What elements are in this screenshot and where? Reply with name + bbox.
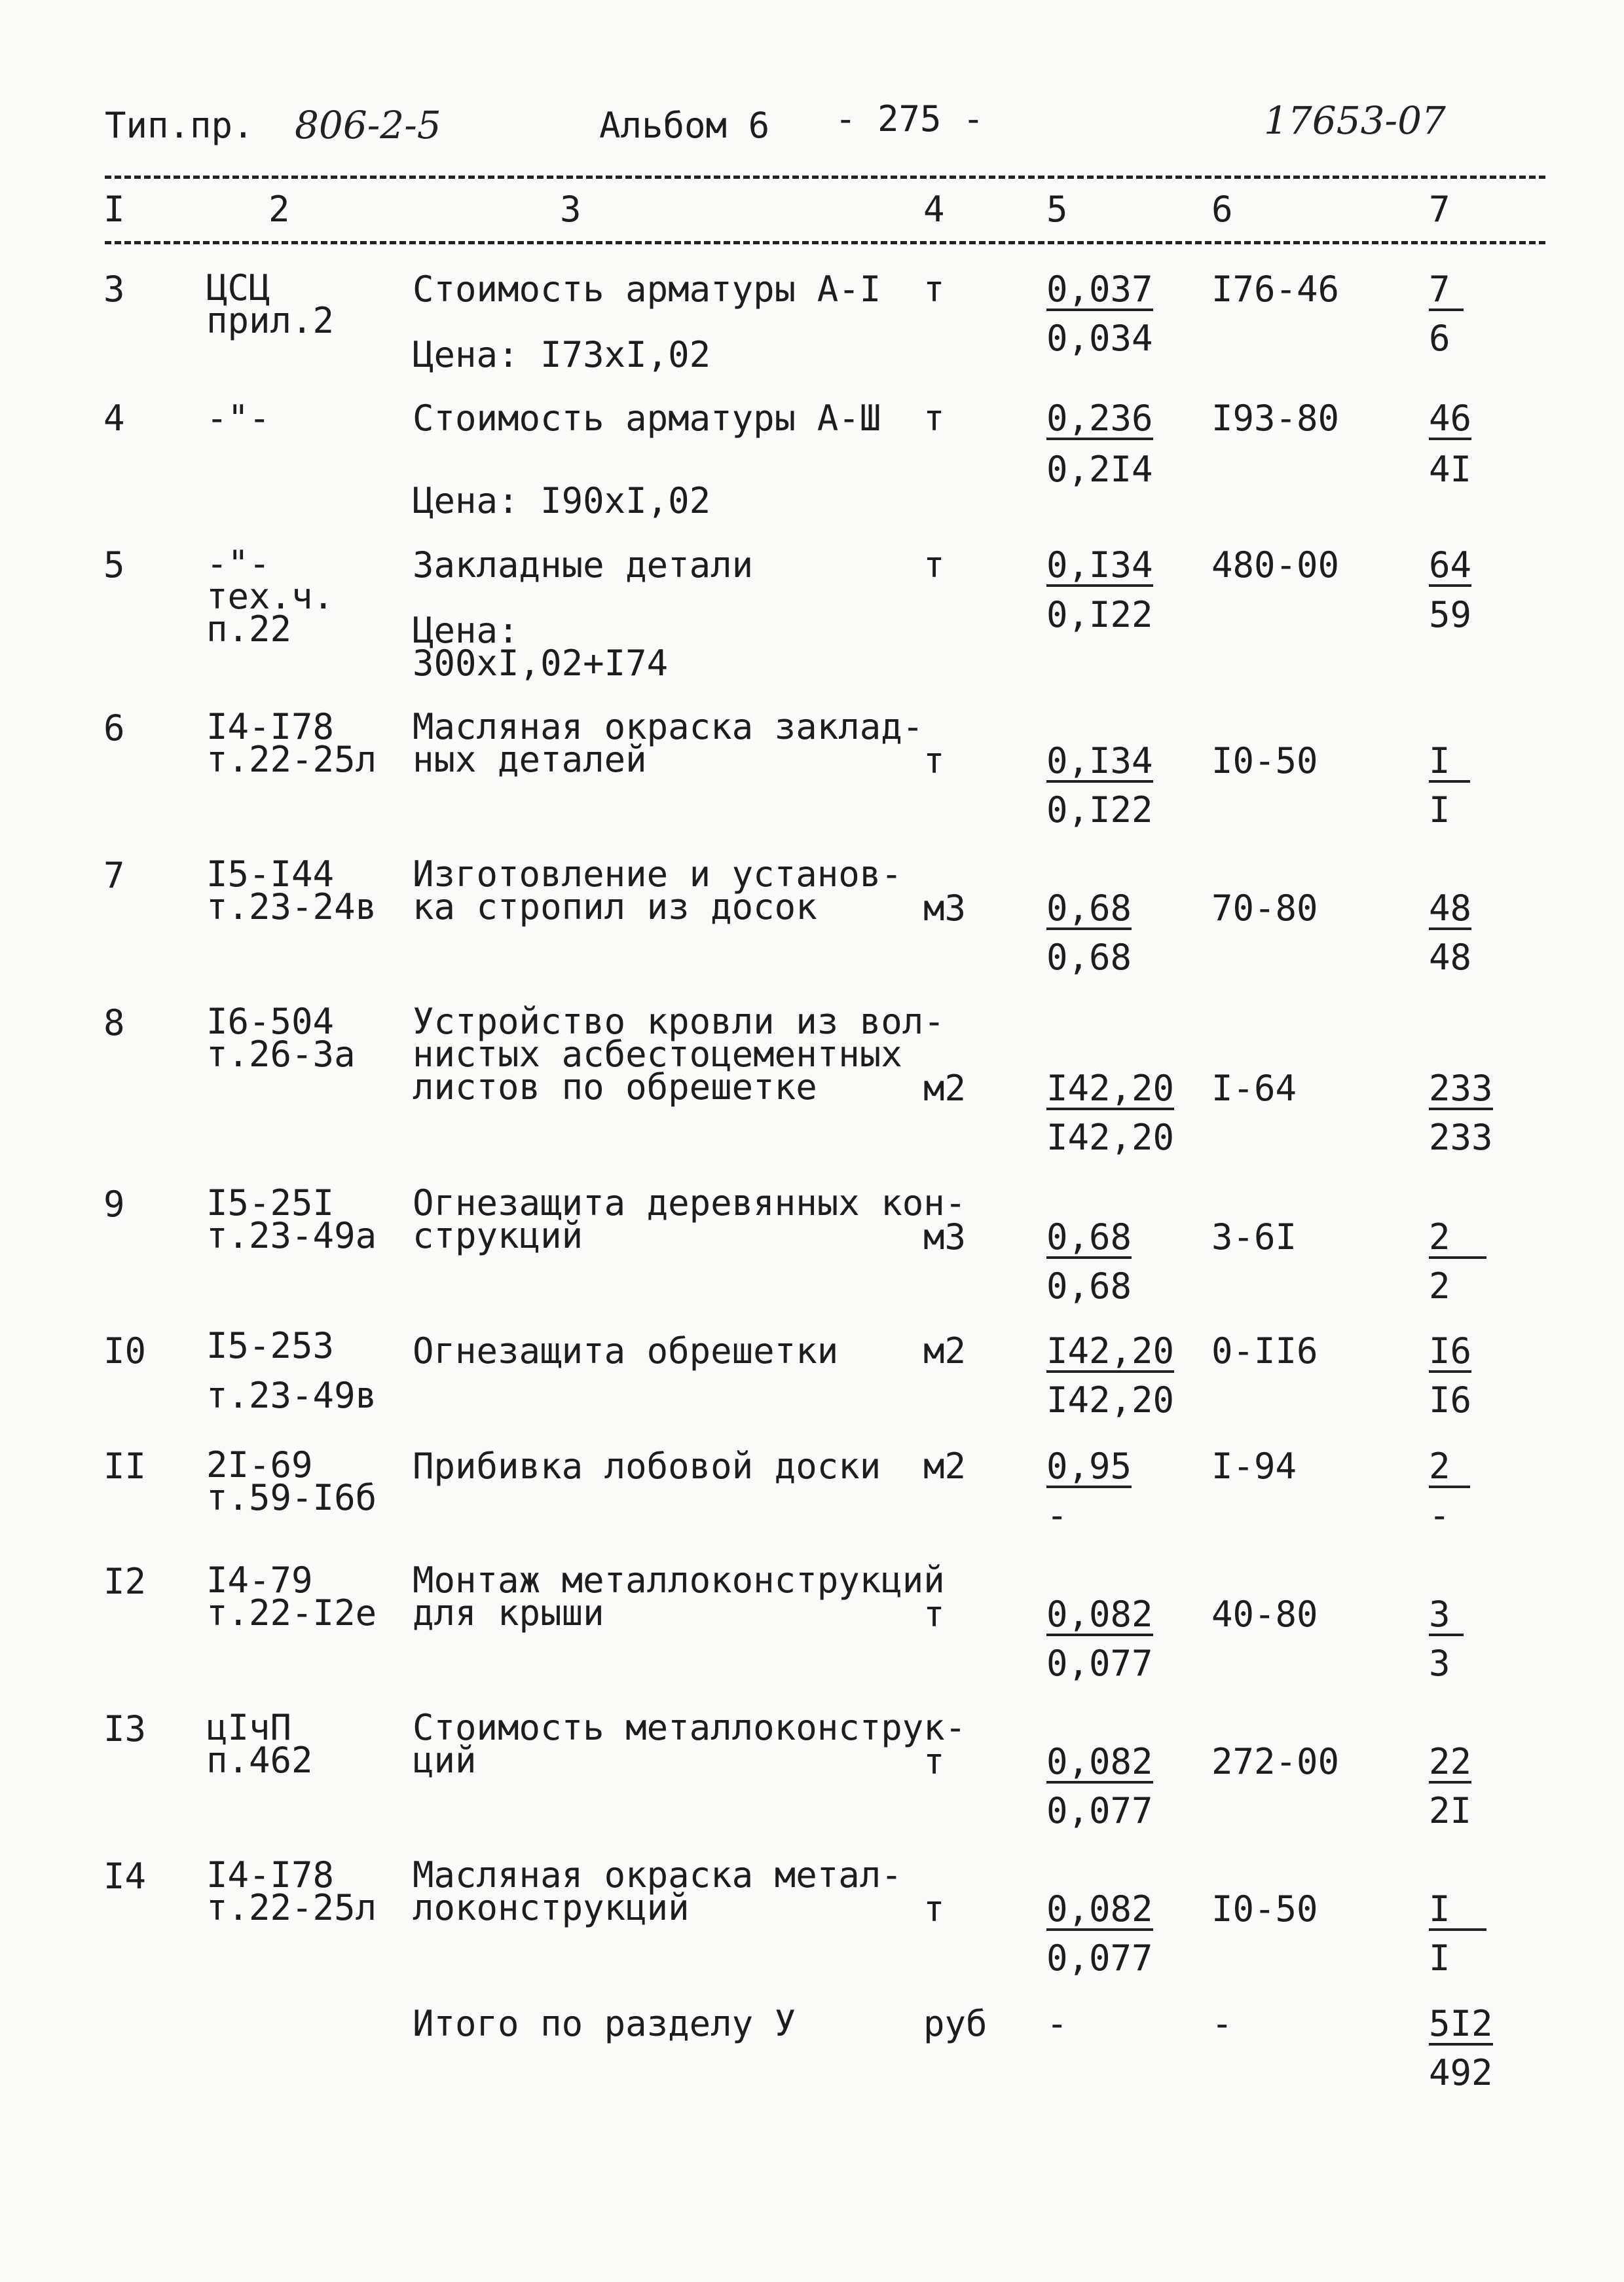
row-cost-bottom: 4I (1429, 449, 1472, 490)
row-number: 7 (103, 855, 125, 896)
row-qty-bottom: 0,68 (1046, 937, 1132, 978)
header-rule-top (105, 176, 1545, 179)
row-code: цIчП п.462 (206, 1707, 313, 1781)
row-cost-top: I (1429, 743, 1470, 783)
row-number: 9 (103, 1184, 125, 1225)
col-num-1: I (103, 189, 125, 230)
row-cost-bottom: 233 (1429, 1117, 1493, 1158)
row-number: 3 (103, 269, 125, 310)
total-qty: - (1046, 2003, 1068, 2044)
row-cost-top: 7 (1429, 272, 1464, 311)
col-num-4: 4 (923, 189, 945, 230)
row-number: 8 (103, 1002, 125, 1043)
row-cost-top: 3 (1429, 1597, 1464, 1636)
row-unit: т (923, 398, 945, 439)
row-price: 480-00 (1211, 544, 1340, 586)
row-price: I0-50 (1211, 1888, 1318, 1930)
header-rule-bottom (105, 241, 1545, 244)
col-num-3: 3 (560, 189, 581, 230)
row-note: Цена: 300xI,02+I74 (413, 610, 669, 684)
row-note: Цена: I90xI,02 (413, 480, 711, 521)
row-cost-bottom: 6 (1429, 318, 1450, 359)
row-price: I-94 (1211, 1446, 1297, 1487)
row-unit: т (923, 740, 945, 781)
row-qty-top: 0,68 (1046, 888, 1132, 929)
row-cost-top: 48 (1429, 888, 1472, 929)
row-cost-top: 233 (1429, 1068, 1493, 1109)
row-cost-bottom: 3 (1429, 1643, 1450, 1684)
row-unit: м3 (923, 1216, 967, 1258)
row-number: 5 (103, 544, 125, 586)
row-cost-bottom: I6 (1429, 1379, 1472, 1421)
header-album: Альбом 6 (599, 105, 770, 146)
row-number: I4 (103, 1856, 147, 1897)
total-price: - (1211, 2003, 1233, 2044)
row-price: 3-6I (1211, 1216, 1297, 1258)
row-cost-bottom: 59 (1429, 594, 1472, 635)
row-number: 6 (103, 707, 125, 749)
row-price: I76-46 (1211, 269, 1340, 310)
row-name: Масляная окраска метал- локонструкций (413, 1854, 902, 1928)
row-qty-bottom: 0,077 (1046, 1790, 1153, 1831)
row-name: Прибивка лобовой доски (413, 1446, 881, 1487)
row-price: I93-80 (1211, 398, 1340, 439)
row-cost-top: 2 (1429, 1220, 1486, 1259)
row-qty-bottom: 0,077 (1046, 1643, 1153, 1684)
header-doc-no: 17653-07 (1264, 98, 1446, 143)
row-cost-bottom: 2 (1429, 1265, 1450, 1307)
row-cost-bottom: 48 (1429, 937, 1472, 978)
row-name: Огнезащита деревянных кон- струкций (413, 1182, 967, 1256)
row-code: ЦСЦ прил.2 (206, 267, 335, 341)
col-num-7: 7 (1429, 189, 1450, 230)
row-name: Огнезащита обрешетки (413, 1330, 839, 1372)
row-qty-bottom: I42,20 (1046, 1117, 1175, 1158)
row-price: 0-II6 (1211, 1330, 1318, 1372)
row-code: I5-25I т.23-49а (206, 1182, 377, 1256)
row-number: II (103, 1446, 147, 1487)
row-name: Монтаж металлоконструкций для крыши (413, 1560, 945, 1634)
row-cost-bottom: I (1429, 789, 1450, 831)
row-qty-top: 0,082 (1046, 1741, 1153, 1782)
row-name: Стоимость арматуры А-I (413, 269, 881, 310)
col-num-5: 5 (1046, 189, 1068, 230)
row-qty-top: 0,082 (1046, 1888, 1153, 1930)
total-label: Итого по разделу У (413, 2003, 796, 2044)
row-qty-bottom: 0,68 (1046, 1265, 1132, 1307)
row-qty-bottom: 0,I22 (1046, 594, 1153, 635)
row-unit: т (923, 1888, 945, 1930)
row-code: I4-I78 т.22-25л (206, 1854, 377, 1928)
row-code: I5-253 т.23-49в (206, 1325, 377, 1416)
row-cost-bottom: - (1429, 1495, 1450, 1536)
row-cost-top: I6 (1429, 1330, 1472, 1372)
row-qty-bottom: I42,20 (1046, 1379, 1175, 1421)
row-unit: м2 (923, 1446, 967, 1487)
row-qty-bottom: 0,2I4 (1046, 449, 1153, 490)
row-qty-bottom: - (1046, 1495, 1068, 1536)
row-price: 272-00 (1211, 1741, 1340, 1782)
row-name: Стоимость металлоконструк- ций (413, 1707, 967, 1781)
row-cost-top: 22 (1429, 1741, 1472, 1782)
row-cost-top: 64 (1429, 544, 1472, 586)
col-num-2: 2 (268, 189, 290, 230)
row-unit: м2 (923, 1330, 967, 1372)
row-name: Стоимость арматуры А-Ш (413, 398, 881, 439)
row-unit: т (923, 269, 945, 310)
row-qty-top: I42,20 (1046, 1330, 1175, 1372)
col-num-6: 6 (1211, 189, 1233, 230)
header-page-no: - 275 - (835, 98, 984, 140)
row-cost-top: I (1429, 1892, 1486, 1931)
row-price: I0-50 (1211, 740, 1318, 781)
row-code: -"- (206, 398, 270, 439)
row-number: I0 (103, 1330, 147, 1372)
row-name: Закладные детали (413, 544, 754, 586)
total-cost-top: 5I2 (1429, 2003, 1493, 2044)
row-code: I4-I78 т.22-25л (206, 706, 377, 780)
row-unit: м2 (923, 1068, 967, 1109)
header-prefix: Тип.пр. (105, 105, 254, 146)
row-number: 4 (103, 398, 125, 439)
row-unit: м3 (923, 888, 967, 929)
row-qty-bottom: 0,I22 (1046, 789, 1153, 831)
row-note: Цена: I73xI,02 (413, 334, 711, 375)
row-price: 70-80 (1211, 888, 1318, 929)
row-unit: т (923, 544, 945, 586)
row-qty-top: 0,037 (1046, 269, 1153, 310)
total-unit: руб (923, 2003, 987, 2044)
row-qty-top: 0,236 (1046, 398, 1153, 439)
row-name: Изготовление и установ- ка стропил из досок (413, 853, 902, 927)
row-qty-bottom: 0,077 (1046, 1937, 1153, 1979)
row-qty-top: I42,20 (1046, 1068, 1175, 1109)
row-qty-top: 0,I34 (1046, 544, 1153, 586)
row-code: -"- тех.ч. п.22 (206, 543, 335, 650)
row-unit: т (923, 1594, 945, 1635)
row-code: I4-79 т.22-I2е (206, 1560, 377, 1634)
row-price: 40-80 (1211, 1594, 1318, 1635)
header-project-no: 806-2-5 (295, 103, 441, 147)
row-code: I6-504 т.26-3а (206, 1001, 356, 1075)
row-cost-bottom: 2I (1429, 1790, 1472, 1831)
row-cost-top: 2 (1429, 1449, 1470, 1488)
total-cost-bottom: 492 (1429, 2052, 1493, 2093)
row-name: Масляная окраска заклад- ных деталей (413, 706, 924, 780)
row-cost-bottom: I (1429, 1937, 1450, 1979)
row-number: I3 (103, 1708, 147, 1749)
row-qty-top: 0,95 (1046, 1446, 1132, 1487)
row-qty-top: 0,082 (1046, 1594, 1153, 1635)
row-cost-top: 46 (1429, 398, 1472, 439)
row-name: Устройство кровли из вол- нистых асбестоцементных листов по обрешетке (413, 1001, 945, 1108)
row-number: I2 (103, 1561, 147, 1602)
row-code: I5-I44 т.23-24в (206, 853, 377, 927)
row-code: 2I-69 т.59-I6б (206, 1444, 377, 1518)
row-qty-top: 0,68 (1046, 1216, 1132, 1258)
row-unit: т (923, 1741, 945, 1782)
row-price: I-64 (1211, 1068, 1297, 1109)
row-qty-top: 0,I34 (1046, 740, 1153, 781)
row-qty-bottom: 0,034 (1046, 318, 1153, 359)
